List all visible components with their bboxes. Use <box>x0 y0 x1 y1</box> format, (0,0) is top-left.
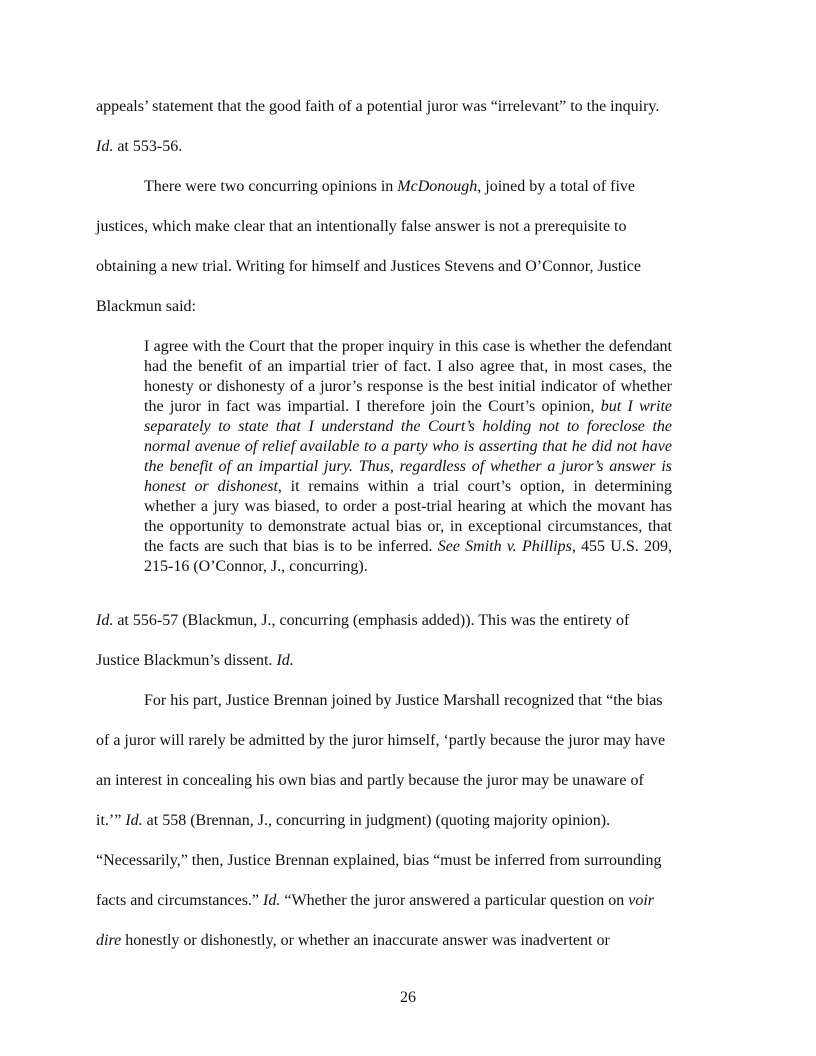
text: obtaining a new trial. Writing for himself and Justices Stevens and O’Connor, Justice <box>96 258 641 275</box>
text: justices, which make clear that an intentionally false answer is not a prerequisite to <box>96 218 627 235</box>
body-line-13 <box>96 851 661 871</box>
text: at 553-56. <box>113 138 183 155</box>
citation-id: Id. <box>96 612 114 629</box>
body-line-9 <box>144 691 663 711</box>
body-line-1 <box>96 97 659 117</box>
case-name: McDonough <box>397 178 478 195</box>
text: , joined by a total of five <box>477 178 635 195</box>
body-line-11 <box>96 771 644 791</box>
text: of a juror will rarely be admitted by the juror himself, ‘partly because the juror may have <box>96 732 666 749</box>
text: For his part, Justice Brennan joined by Justice Marshall recognized that “the bias <box>144 692 663 709</box>
body-line-4 <box>96 217 627 237</box>
body-line-14 <box>96 891 654 911</box>
page-number: 26 <box>400 989 416 1006</box>
citation-id: Id. <box>263 892 281 909</box>
text: “Necessarily,” then, Justice Brennan explained, bias “must be inferred from surrounding <box>96 852 662 869</box>
text: “Whether the juror answered a particular question on <box>280 892 629 909</box>
text: There were two concurring opinions in <box>144 178 398 195</box>
quote-citation: See Smith v. Phillips <box>437 538 572 555</box>
citation-id: Id. <box>276 652 294 669</box>
text: Justice Blackmun’s dissent. <box>96 652 277 669</box>
quote-text: it remains within a trial court’s option, in determining whether a jury was biased, to order a post-trial hearing at which the movant has the opportunity to demonstrate actual bias or, in exceptional circumstances, that the facts are such that bias is to be inferred. <box>144 478 672 555</box>
body-line-6 <box>96 297 196 317</box>
body-line-10 <box>96 731 665 751</box>
quote-text: , 455 U.S. 209, 215-16 (O’Connor, J., concurring). <box>144 538 673 575</box>
body-line-7 <box>96 611 629 631</box>
body-line-15 <box>96 931 610 951</box>
text: at 556-57 (Blackmun, J., concurring (emphasis added)). This was the entirety of <box>113 612 630 629</box>
block-quote <box>144 337 672 577</box>
text: Blackmun said: <box>96 298 196 315</box>
latin-term: voir <box>628 892 654 909</box>
text: honestly or dishonestly, or whether an inaccurate answer was inadvertent or <box>121 932 610 949</box>
body-line-8 <box>96 651 294 671</box>
citation-id: Id. <box>96 138 114 155</box>
text: an interest in concealing his own bias and partly because the juror may be unaware of <box>96 772 644 789</box>
body-line-12 <box>96 811 610 831</box>
text: appeals’ statement that the good faith of a potential juror was “irrelevant” to the inquiry. <box>96 98 660 115</box>
text: facts and circumstances.” <box>96 892 264 909</box>
body-line-5 <box>96 257 641 277</box>
text: at 558 (Brennan, J., concurring in judgment) (quoting majority opinion). <box>142 812 611 829</box>
citation-id: Id. <box>125 812 143 829</box>
body-line-2 <box>96 137 182 157</box>
latin-term: dire <box>96 932 122 949</box>
body-line-3 <box>144 177 635 197</box>
quote-text: I agree with the Court that the proper inquiry in this case is whether the defendant had the benefit of an impartial trier of fact. I also agree that, in most cases, the honesty or dishonesty of a juror’s response is the best initial indicator of whether the juror in fact was impartial. I therefore join the Court’s opinion, <box>144 338 672 415</box>
text: it.’” <box>96 812 126 829</box>
quote-emphasis: but I write separately to state that I understand the Court’s holding not to foreclose the normal avenue of relief available to a party who is asserting that he did not have the benefit of an impartial jury. Thus, regardless of whether a juror’s answer is honest or dishonest, <box>144 398 673 495</box>
